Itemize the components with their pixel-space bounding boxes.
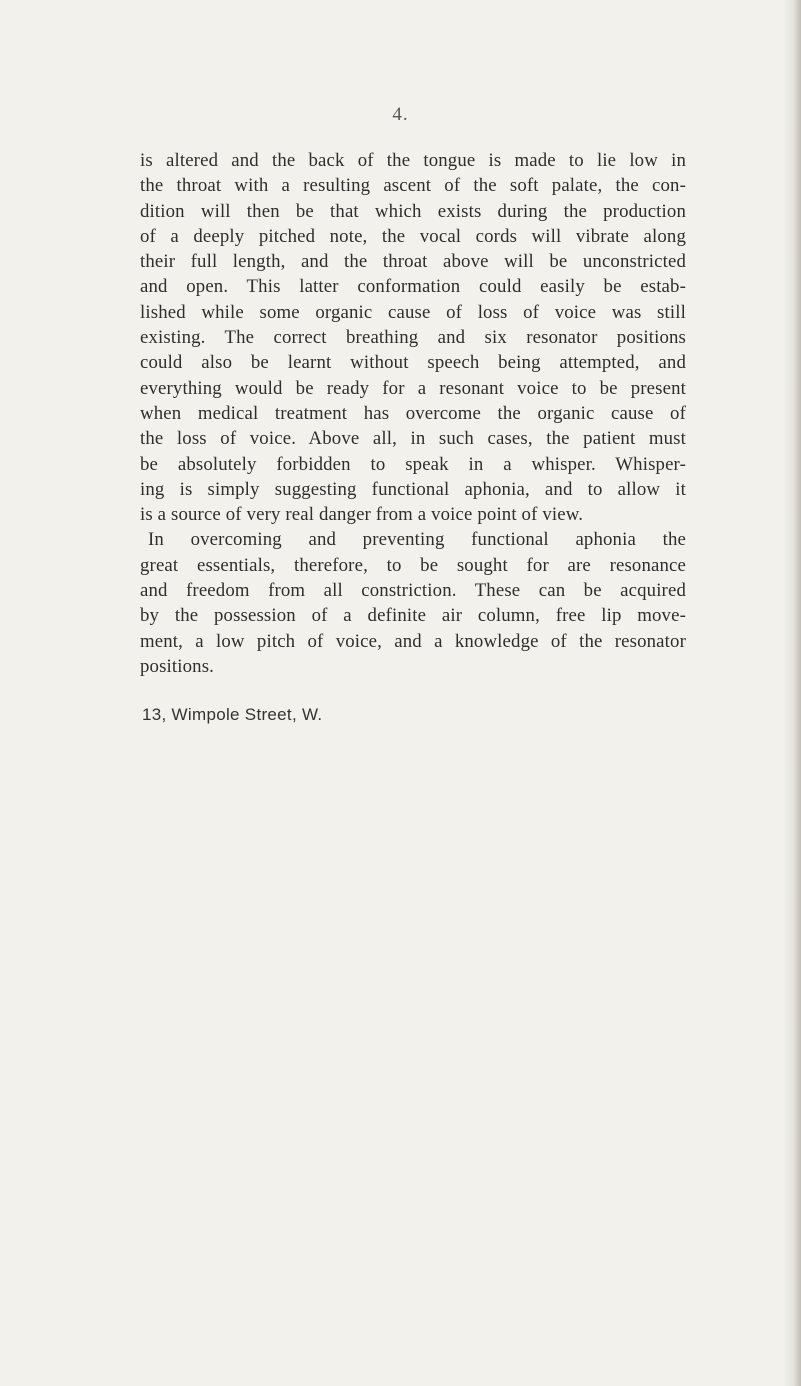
text-line: is altered and the back of the tongue is made to lie low in: [140, 150, 686, 171]
page-number: 4.: [392, 104, 409, 125]
text-line: the throat with a resulting ascent of the soft palate, the con-: [140, 175, 686, 197]
text-line: their full length, and the throat above will be unconstricted: [140, 251, 686, 273]
text-line: by the possession of a definite air column, free lip move-: [140, 605, 686, 627]
text-line: when medical treatment has overcome the organic cause of: [140, 402, 686, 424]
text-line: great essentials, therefore, to be sought for are resonance: [140, 554, 686, 576]
text-line: dition will then be that which exists during the production: [140, 200, 686, 222]
body-text: [140, 148, 686, 679]
text-line: be absolutely forbidden to speak in a whisper. Whisper-: [140, 453, 686, 475]
text-line: everything would be ready for a resonant voice to be present: [140, 377, 686, 399]
text-line: In overcoming and preventing functional aphonia the: [148, 529, 686, 551]
text-line: ment, a low pitch of voice, and a knowledge of the resonator: [140, 630, 686, 652]
text-line: and freedom from all constriction. These can be acquired: [140, 580, 686, 602]
text-line: could also be learnt without speech being attempted, and: [140, 352, 686, 374]
author-address: 13, Wimpole Street, W.: [142, 705, 323, 724]
text-line: lished while some organic cause of loss of voice was still: [140, 301, 686, 323]
page-edge-shadow: [783, 0, 801, 1386]
text-line: existing. The correct breathing and six resonator positions: [140, 327, 686, 349]
text-line: and open. This latter conformation could easily be estab-: [140, 276, 686, 298]
text-line: positions.: [140, 655, 215, 677]
text-line: ing is simply suggesting functional aphonia, and to allow it: [140, 478, 686, 500]
text-line: is a source of very real danger from a voice point of view.: [140, 504, 584, 526]
text-line: the loss of voice. Above all, in such cases, the patient must: [140, 428, 686, 450]
text-line: of a deeply pitched note, the vocal cords will vibrate along: [140, 225, 686, 247]
